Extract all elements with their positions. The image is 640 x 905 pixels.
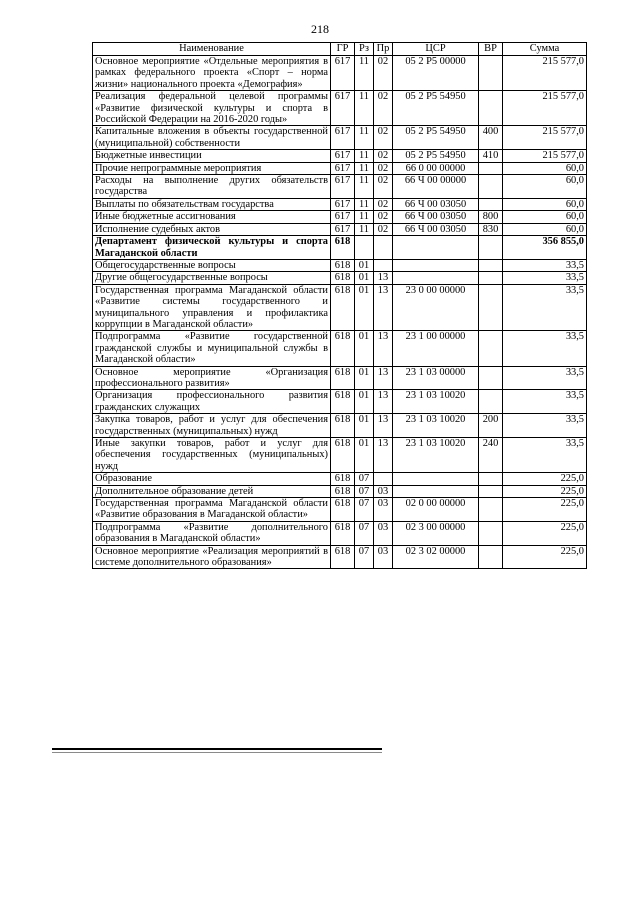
cell-rz: 11 bbox=[355, 223, 374, 235]
column-header-name: Наименование bbox=[93, 43, 331, 56]
cell-vr bbox=[479, 56, 503, 91]
cell-csr: 23 1 03 10020 bbox=[393, 414, 479, 438]
cell-rz: 01 bbox=[355, 438, 374, 473]
cell-gr: 618 bbox=[331, 259, 355, 271]
cell-pr: 03 bbox=[374, 545, 393, 569]
cell-vr: 410 bbox=[479, 150, 503, 162]
cell-gr: 618 bbox=[331, 438, 355, 473]
cell-name: Бюджетные инвестиции bbox=[93, 150, 331, 162]
table-row bbox=[93, 414, 587, 438]
cell-pr bbox=[374, 473, 393, 485]
cell-pr: 02 bbox=[374, 126, 393, 150]
cell-csr: 66 Ч 00 03050 bbox=[393, 223, 479, 235]
cell-csr bbox=[393, 272, 479, 284]
cell-sum: 225,0 bbox=[503, 521, 587, 545]
table-header-row bbox=[93, 43, 587, 56]
cell-pr: 02 bbox=[374, 91, 393, 126]
cell-rz: 07 bbox=[355, 473, 374, 485]
cell-sum: 33,5 bbox=[503, 259, 587, 271]
cell-rz: 01 bbox=[355, 414, 374, 438]
cell-name: Государственная программа Магаданской области «Развитие образования в Магаданской области» bbox=[93, 498, 331, 522]
table-row bbox=[93, 56, 587, 91]
table-row bbox=[93, 473, 587, 485]
cell-pr: 02 bbox=[374, 150, 393, 162]
cell-vr bbox=[479, 198, 503, 210]
cell-rz: 07 bbox=[355, 521, 374, 545]
cell-name: Образование bbox=[93, 473, 331, 485]
cell-csr: 05 2 P5 54950 bbox=[393, 126, 479, 150]
cell-name: Подпрограмма «Развитие дополнительного образования в Магаданской области» bbox=[93, 521, 331, 545]
cell-pr: 03 bbox=[374, 498, 393, 522]
table-row bbox=[93, 521, 587, 545]
cell-pr: 02 bbox=[374, 56, 393, 91]
footnote-divider-thin bbox=[52, 752, 382, 753]
cell-csr bbox=[393, 236, 479, 260]
cell-gr: 617 bbox=[331, 175, 355, 199]
cell-gr: 617 bbox=[331, 211, 355, 223]
cell-sum: 60,0 bbox=[503, 198, 587, 210]
table-body bbox=[93, 56, 587, 569]
cell-csr: 05 2 P5 00000 bbox=[393, 56, 479, 91]
table-row bbox=[93, 545, 587, 569]
cell-sum: 33,5 bbox=[503, 414, 587, 438]
cell-sum: 60,0 bbox=[503, 175, 587, 199]
cell-vr bbox=[479, 331, 503, 366]
table-row bbox=[93, 236, 587, 260]
cell-rz: 11 bbox=[355, 198, 374, 210]
table-row bbox=[93, 126, 587, 150]
cell-gr: 618 bbox=[331, 521, 355, 545]
cell-rz: 07 bbox=[355, 498, 374, 522]
cell-vr bbox=[479, 485, 503, 497]
cell-name: Иные бюджетные ассигнования bbox=[93, 211, 331, 223]
cell-sum: 33,5 bbox=[503, 331, 587, 366]
table-row bbox=[93, 498, 587, 522]
cell-gr: 618 bbox=[331, 473, 355, 485]
table-row bbox=[93, 211, 587, 223]
cell-name: Прочие непрограммные мероприятия bbox=[93, 162, 331, 174]
cell-sum: 225,0 bbox=[503, 545, 587, 569]
cell-gr: 618 bbox=[331, 272, 355, 284]
budget-table bbox=[92, 42, 587, 569]
cell-pr: 03 bbox=[374, 485, 393, 497]
cell-pr: 13 bbox=[374, 331, 393, 366]
cell-sum: 225,0 bbox=[503, 485, 587, 497]
table-row bbox=[93, 284, 587, 331]
table-row bbox=[93, 390, 587, 414]
cell-gr: 618 bbox=[331, 331, 355, 366]
table-row bbox=[93, 485, 587, 497]
cell-name: Закупка товаров, работ и услуг для обеспечения государственных (муниципальных) нужд bbox=[93, 414, 331, 438]
cell-sum: 215 577,0 bbox=[503, 126, 587, 150]
cell-sum: 33,5 bbox=[503, 284, 587, 331]
cell-sum: 215 577,0 bbox=[503, 56, 587, 91]
cell-pr: 02 bbox=[374, 211, 393, 223]
table-row bbox=[93, 366, 587, 390]
table-row bbox=[93, 259, 587, 271]
cell-rz: 11 bbox=[355, 126, 374, 150]
cell-gr: 618 bbox=[331, 284, 355, 331]
cell-vr: 400 bbox=[479, 126, 503, 150]
table-row bbox=[93, 223, 587, 235]
cell-pr: 13 bbox=[374, 366, 393, 390]
cell-sum: 33,5 bbox=[503, 390, 587, 414]
cell-vr bbox=[479, 521, 503, 545]
cell-name: Основное мероприятие «Организация профессионального развития» bbox=[93, 366, 331, 390]
cell-vr: 200 bbox=[479, 414, 503, 438]
cell-csr bbox=[393, 259, 479, 271]
cell-csr bbox=[393, 473, 479, 485]
table-row bbox=[93, 272, 587, 284]
cell-vr bbox=[479, 545, 503, 569]
cell-gr: 618 bbox=[331, 545, 355, 569]
cell-pr: 13 bbox=[374, 390, 393, 414]
column-header-csr: ЦСР bbox=[393, 43, 479, 56]
cell-gr: 618 bbox=[331, 414, 355, 438]
cell-vr bbox=[479, 162, 503, 174]
cell-vr bbox=[479, 366, 503, 390]
cell-vr bbox=[479, 259, 503, 271]
cell-csr: 66 Ч 00 03050 bbox=[393, 198, 479, 210]
cell-rz: 11 bbox=[355, 162, 374, 174]
cell-csr: 23 1 03 10020 bbox=[393, 438, 479, 473]
cell-csr: 66 Ч 00 00000 bbox=[393, 175, 479, 199]
cell-gr: 618 bbox=[331, 236, 355, 260]
cell-name: Реализация федеральной целевой программы «Развитие физической культуры и спорта в Российской Федерации на 2016-2020 годы» bbox=[93, 91, 331, 126]
cell-vr bbox=[479, 390, 503, 414]
cell-csr: 05 2 P5 54950 bbox=[393, 150, 479, 162]
cell-vr: 800 bbox=[479, 211, 503, 223]
cell-sum: 225,0 bbox=[503, 498, 587, 522]
cell-sum: 215 577,0 bbox=[503, 91, 587, 126]
cell-name: Департамент физической культуры и спорта Магаданской области bbox=[93, 236, 331, 260]
cell-name: Капитальные вложения в объекты государственной (муниципальной) собственности bbox=[93, 126, 331, 150]
cell-name: Другие общегосударственные вопросы bbox=[93, 272, 331, 284]
cell-gr: 618 bbox=[331, 485, 355, 497]
cell-sum: 215 577,0 bbox=[503, 150, 587, 162]
cell-gr: 617 bbox=[331, 162, 355, 174]
cell-name: Основное мероприятие «Отдельные мероприятия в рамках федерального проекта «Спорт – норма жизни» национального проекта «Демография» bbox=[93, 56, 331, 91]
cell-rz: 01 bbox=[355, 390, 374, 414]
cell-rz: 01 bbox=[355, 366, 374, 390]
column-header-vr: ВР bbox=[479, 43, 503, 56]
cell-rz: 01 bbox=[355, 284, 374, 331]
column-header-rz: Рз bbox=[355, 43, 374, 56]
cell-name: Иные закупки товаров, работ и услуг для обеспечения государственных (муниципальных) нужд bbox=[93, 438, 331, 473]
cell-pr: 02 bbox=[374, 198, 393, 210]
cell-sum: 60,0 bbox=[503, 211, 587, 223]
cell-gr: 618 bbox=[331, 498, 355, 522]
cell-csr: 05 2 P5 54950 bbox=[393, 91, 479, 126]
cell-vr: 240 bbox=[479, 438, 503, 473]
column-header-sum: Сумма bbox=[503, 43, 587, 56]
cell-name: Основное мероприятие «Реализация мероприятий в системе дополнительного образования» bbox=[93, 545, 331, 569]
cell-csr: 23 1 00 00000 bbox=[393, 331, 479, 366]
table-row bbox=[93, 198, 587, 210]
cell-name: Подпрограмма «Развитие государственной гражданской службы и муниципальной службы в Магаданской области» bbox=[93, 331, 331, 366]
table-row bbox=[93, 331, 587, 366]
cell-rz: 11 bbox=[355, 91, 374, 126]
cell-gr: 617 bbox=[331, 198, 355, 210]
cell-name: Государственная программа Магаданской области «Развитие системы государственного и муниципального управления и профилактика коррупции в Магаданской области» bbox=[93, 284, 331, 331]
cell-csr: 02 3 02 00000 bbox=[393, 545, 479, 569]
cell-pr: 13 bbox=[374, 284, 393, 331]
cell-gr: 618 bbox=[331, 390, 355, 414]
cell-csr: 02 0 00 00000 bbox=[393, 498, 479, 522]
cell-vr bbox=[479, 473, 503, 485]
cell-gr: 617 bbox=[331, 150, 355, 162]
cell-pr: 02 bbox=[374, 223, 393, 235]
cell-vr bbox=[479, 272, 503, 284]
cell-name: Исполнение судебных актов bbox=[93, 223, 331, 235]
table-row bbox=[93, 91, 587, 126]
cell-gr: 617 bbox=[331, 56, 355, 91]
cell-name: Общегосударственные вопросы bbox=[93, 259, 331, 271]
cell-csr: 23 1 03 10020 bbox=[393, 390, 479, 414]
cell-rz: 11 bbox=[355, 150, 374, 162]
cell-name: Организация профессионального развития гражданских служащих bbox=[93, 390, 331, 414]
cell-name: Выплаты по обязательствам государства bbox=[93, 198, 331, 210]
cell-rz: 11 bbox=[355, 56, 374, 91]
cell-name: Расходы на выполнение других обязательств государства bbox=[93, 175, 331, 199]
cell-rz: 01 bbox=[355, 259, 374, 271]
cell-sum: 33,5 bbox=[503, 438, 587, 473]
cell-rz: 01 bbox=[355, 272, 374, 284]
footnote-divider bbox=[52, 748, 382, 750]
cell-vr bbox=[479, 498, 503, 522]
table-row bbox=[93, 162, 587, 174]
cell-rz: 01 bbox=[355, 331, 374, 366]
cell-sum: 33,5 bbox=[503, 366, 587, 390]
cell-rz: 07 bbox=[355, 545, 374, 569]
cell-csr: 02 3 00 00000 bbox=[393, 521, 479, 545]
cell-gr: 617 bbox=[331, 223, 355, 235]
cell-vr: 830 bbox=[479, 223, 503, 235]
column-header-gr: ГР bbox=[331, 43, 355, 56]
cell-rz: 11 bbox=[355, 175, 374, 199]
cell-rz: 07 bbox=[355, 485, 374, 497]
cell-pr: 03 bbox=[374, 521, 393, 545]
cell-csr: 66 0 00 00000 bbox=[393, 162, 479, 174]
cell-pr: 02 bbox=[374, 175, 393, 199]
cell-csr: 66 Ч 00 03050 bbox=[393, 211, 479, 223]
cell-name: Дополнительное образование детей bbox=[93, 485, 331, 497]
page-number: 218 bbox=[311, 22, 329, 36]
cell-sum: 60,0 bbox=[503, 162, 587, 174]
cell-pr bbox=[374, 259, 393, 271]
cell-gr: 617 bbox=[331, 91, 355, 126]
cell-gr: 617 bbox=[331, 126, 355, 150]
cell-csr bbox=[393, 485, 479, 497]
cell-vr bbox=[479, 284, 503, 331]
cell-pr bbox=[374, 236, 393, 260]
cell-sum: 225,0 bbox=[503, 473, 587, 485]
cell-csr: 23 1 03 00000 bbox=[393, 366, 479, 390]
cell-vr bbox=[479, 175, 503, 199]
cell-sum: 356 855,0 bbox=[503, 236, 587, 260]
cell-csr: 23 0 00 00000 bbox=[393, 284, 479, 331]
cell-sum: 60,0 bbox=[503, 223, 587, 235]
cell-vr bbox=[479, 91, 503, 126]
cell-pr: 13 bbox=[374, 438, 393, 473]
table-row bbox=[93, 438, 587, 473]
table-row bbox=[93, 150, 587, 162]
cell-pr: 02 bbox=[374, 162, 393, 174]
cell-vr bbox=[479, 236, 503, 260]
cell-rz bbox=[355, 236, 374, 260]
cell-pr: 13 bbox=[374, 414, 393, 438]
cell-pr: 13 bbox=[374, 272, 393, 284]
cell-rz: 11 bbox=[355, 211, 374, 223]
cell-sum: 33,5 bbox=[503, 272, 587, 284]
table-row bbox=[93, 175, 587, 199]
cell-gr: 618 bbox=[331, 366, 355, 390]
column-header-pr: Пр bbox=[374, 43, 393, 56]
